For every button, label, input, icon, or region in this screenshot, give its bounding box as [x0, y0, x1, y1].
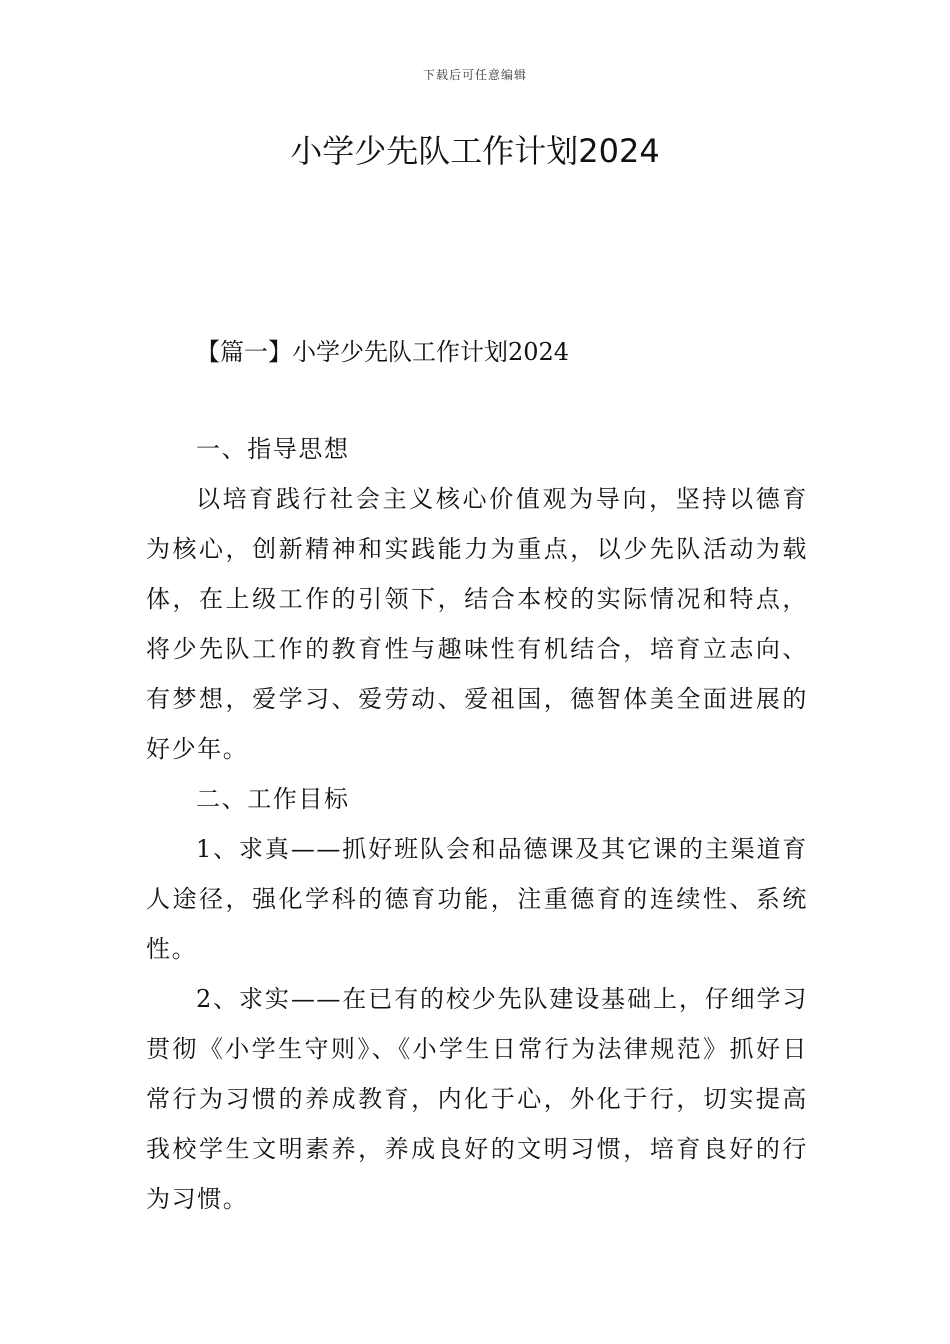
- header-note: 下载后可任意编辑: [422, 68, 527, 82]
- heading-work-goals: 二、工作目标: [196, 785, 350, 813]
- paragraph-goal-1: 1、求真——抓好班队会和品德课及其它课的主渠道育人途径，强化学科的德育功能，注重德育的连续性、系统性。: [146, 835, 808, 963]
- document-title: 小学少先队工作计划2024: [290, 132, 660, 170]
- document-body: [146, 424, 808, 1224]
- paragraph-guiding-ideology: 以培育践行社会主义核心价值观为导向，坚持以德育为核心，创新精神和实践能力为重点，以少先队活动为载体，在上级工作的引领下，结合本校的实际情况和特点，将少先队工作的教育性与趣味性有机结合，培育立志向、有梦想，爱学习、爱劳动、爱祖国，德智体美全面进展的好少年。: [146, 485, 808, 763]
- section-title: 【篇一】小学少先队工作计划2024: [196, 338, 570, 366]
- heading-guiding-ideology: 一、指导思想: [196, 435, 350, 463]
- paragraph-goal-2: 2、求实——在已有的校少先队建设基础上，仔细学习贯彻《小学生守则》、《小学生日常行为法律规范》抓好日常行为习惯的养成教育，内化于心，外化于行，切实提高我校学生文明素养，养成良好的文明习惯，培育良好的行为习惯。: [146, 985, 808, 1213]
